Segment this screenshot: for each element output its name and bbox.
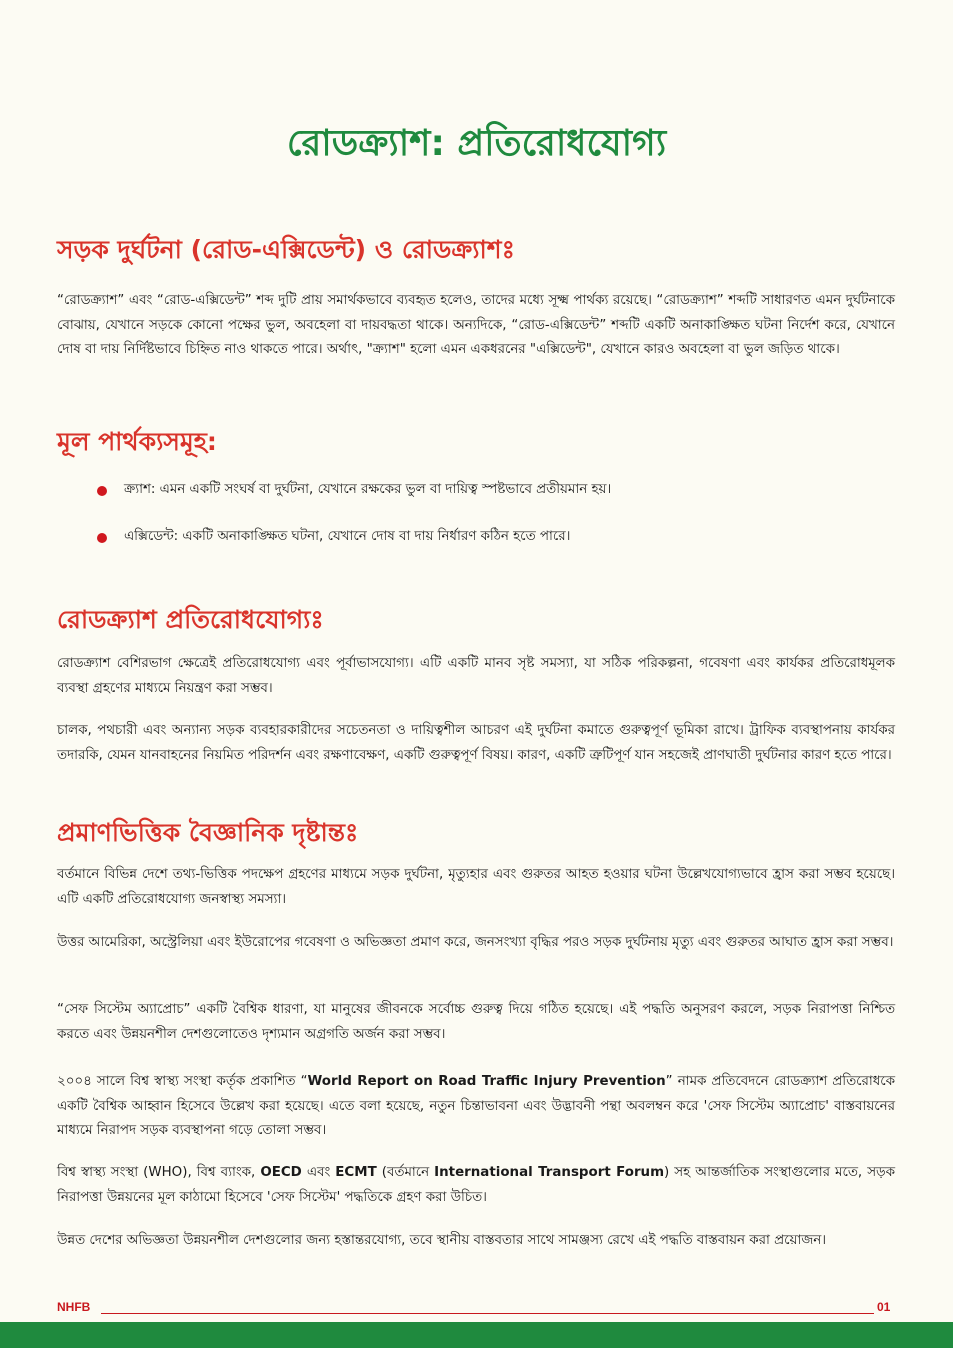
section-paragraph (57, 1161, 895, 1210)
para-text: ” নামক প্রতিবেদনে রোডক্র্যাশ প্রতিরোধকে একটি বৈশ্বিক আহ্বান হিসেবে উল্লেখ করা হয়েছে। এতে বলা হয়েছে, নতুন চিন্তাভাবনা এবং উদ্ভাবনী পন্থা অবলম্বন করে 'সেফ সিস্টেম অ্যাপ্রোচ' বাস্তবায়নের মাধ্যমে নিরাপদ সড়ক ব্যবস্থাপনা গড়ে তোলা সম্ভব। (57, 1074, 895, 1138)
org-ecmt: ECMT (335, 1165, 377, 1180)
footer-label: NHFB (57, 1300, 91, 1314)
page-title: রোডক্র্যাশ: প্রতিরোধযোগ্য (286, 123, 667, 164)
page-number: 01 (877, 1300, 891, 1314)
section-paragraph: চালক, পথচারী এবং অন্যান্য সড়ক ব্যবহারকারীদের সচেতনতা ও দায়িত্বশীল আচরণ এই দুর্ঘটনা কমাতে গুরুত্বপূর্ণ ভূমিকা রাখে। ট্রাফিক ব্যবস্থাপনায় কার্যকর তদারকি, যেমন যানবাহনের নিয়মিত পরিদর্শন এবং রক্ষণাবেক্ষণ, একটি গুরুত্বপূর্ণ বিষয়। কারণ, একটি ত্রুটিপূর্ণ যান সহজেই প্রাণঘাতী দুর্ঘটনার কারণ হতে পারে। (57, 723, 895, 763)
bullet-item: এক্সিডেন্ট: একটি অনাকাঙ্ক্ষিত ঘটনা, যেখানে দোষ বা দায় নির্ধারণ কঠিন হতে পারে। (124, 529, 571, 544)
section-paragraph: বর্তমানে বিভিন্ন দেশে তথ্য-ভিত্তিক পদক্ষেপ গ্রহণের মাধ্যমে সড়ক দুর্ঘটনা, মৃত্যুহার এবং গুরুতর আহত হওয়ার ঘটনা উল্লেখযোগ্যভাবে হ্রাস করা সম্ভব হয়েছে। এটি একটি প্রতিরোধযোগ্য জনস্বাস্থ্য সমস্যা। (57, 867, 895, 907)
section-heading-evidence: প্রমাণভিত্তিক বৈজ্ঞানিক দৃষ্টান্তঃ (57, 818, 359, 847)
org-oecd: OECD (260, 1165, 302, 1180)
bullet-item: ক্র্যাশ: এমন একটি সংঘর্ষ বা দুর্ঘটনা, যেখানে রক্ষকের ভুল বা দায়িত্ব স্পষ্টভাবে প্রতীয়মান হয়। (124, 482, 612, 497)
footer-bar (0, 1322, 953, 1348)
section-paragraph (57, 1070, 895, 1144)
section-paragraph: উত্তর আমেরিকা, অস্ট্রেলিয়া এবং ইউরোপের গবেষণা ও অভিজ্ঞতা প্রমাণ করে, জনসংখ্যা বৃদ্ধির পরও সড়ক দুর্ঘটনায় মৃত্যু এবং গুরুতর আঘাত হ্রাস করা সম্ভব। (57, 935, 894, 950)
para-text: ২০০৪ সালে বিশ্ব স্বাস্থ্য সংস্থা কর্তৃক প্রকাশিত “ (57, 1074, 308, 1089)
bullet-dot (97, 486, 107, 496)
para-text: এবং (301, 1165, 336, 1180)
report-title: World Report on Road Traffic Injury Prevention (307, 1074, 666, 1089)
section-heading-main-differences: মূল পার্থক্যসমূহ: (57, 427, 217, 456)
section-heading-road-accident: সড়ক দুর্ঘটনা (রোড-এক্সিডেন্ট) ও রোডক্র্যাশঃ (57, 235, 515, 264)
org-itf: International Transport Forum (434, 1165, 665, 1180)
para-text: (বর্তমানে (376, 1165, 435, 1180)
footer-divider (101, 1313, 874, 1314)
para-text: ) সহ আন্তর্জাতিক সংস্থাগুলোর মতে, সড়ক নিরাপত্তা উন্নয়নের মূল কাঠামো হিসেবে 'সেফ সিস্টেম' পদ্ধতিকে গ্রহণ করা উচিত। (57, 1165, 895, 1205)
para-text: বিশ্ব স্বাস্থ্য সংস্থা (WHO), বিশ্ব ব্যাংক, (57, 1165, 261, 1180)
section-paragraph: “সেফ সিস্টেম অ্যাপ্রোচ” একটি বৈশ্বিক ধারণা, যা মানুষের জীবনকে সর্বোচ্চ গুরুত্ব দিয়ে গঠিত হয়েছে। এই পদ্ধতি অনুসরণ করলে, সড়ক নিরাপত্তা নিশ্চিত করতে এবং উন্নয়নশীল দেশগুলোতেও দৃশ্যমান অগ্রগতি অর্জন করা সম্ভব। (57, 1002, 895, 1042)
section-paragraph: রোডক্র্যাশ বেশিরভাগ ক্ষেত্রেই প্রতিরোধযোগ্য এবং পূর্বাভাসযোগ্য। এটি একটি মানব সৃষ্ট সমস্যা, যা সঠিক পরিকল্পনা, গবেষণা এবং কার্যকর প্রতিরোধমূলক ব্যবস্থা গ্রহণের মাধ্যমে নিয়ন্ত্রণ করা সম্ভব। (57, 656, 895, 696)
bullet-dot (97, 533, 107, 543)
section-paragraph: “রোডক্র্যাশ” এবং “রোড-এক্সিডেন্ট” শব্দ দুটি প্রায় সমার্থকভাবে ব্যবহৃত হলেও, তাদের মধ্যে সূক্ষ্ম পার্থক্য রয়েছে। “রোডক্র্যাশ” শব্দটি সাধারণত এমন দুর্ঘটনাকে বোঝায়, যেখানে সড়কে কোনো পক্ষের ভুল, অবহেলা বা দায়বদ্ধতা থাকে। অন্যদিকে, “রোড-এক্সিডেন্ট” শব্দটি একটি অনাকাঙ্ক্ষিত ঘটনা নির্দেশ করে, যেখানে দোষ বা দায় নির্দিষ্টভাবে চিহ্নিত নাও থাকতে পারে। অর্থাৎ, "ক্র্যাশ" হলো এমন একধরনের "এক্সিডেন্ট", যেখানে কারও অবহেলা বা ভুল জড়িত থাকে। (57, 293, 895, 357)
section-paragraph: উন্নত দেশের অভিজ্ঞতা উন্নয়নশীল দেশগুলোর জন্য হস্তান্তরযোগ্য, তবে স্থানীয় বাস্তবতার সাথে সামঞ্জস্য রেখে এই পদ্ধতি বাস্তবায়ন করা প্রয়োজন। (57, 1233, 827, 1248)
section-heading-preventable: রোডক্র্যাশ প্রতিরোধযোগ্যঃ (57, 605, 324, 634)
